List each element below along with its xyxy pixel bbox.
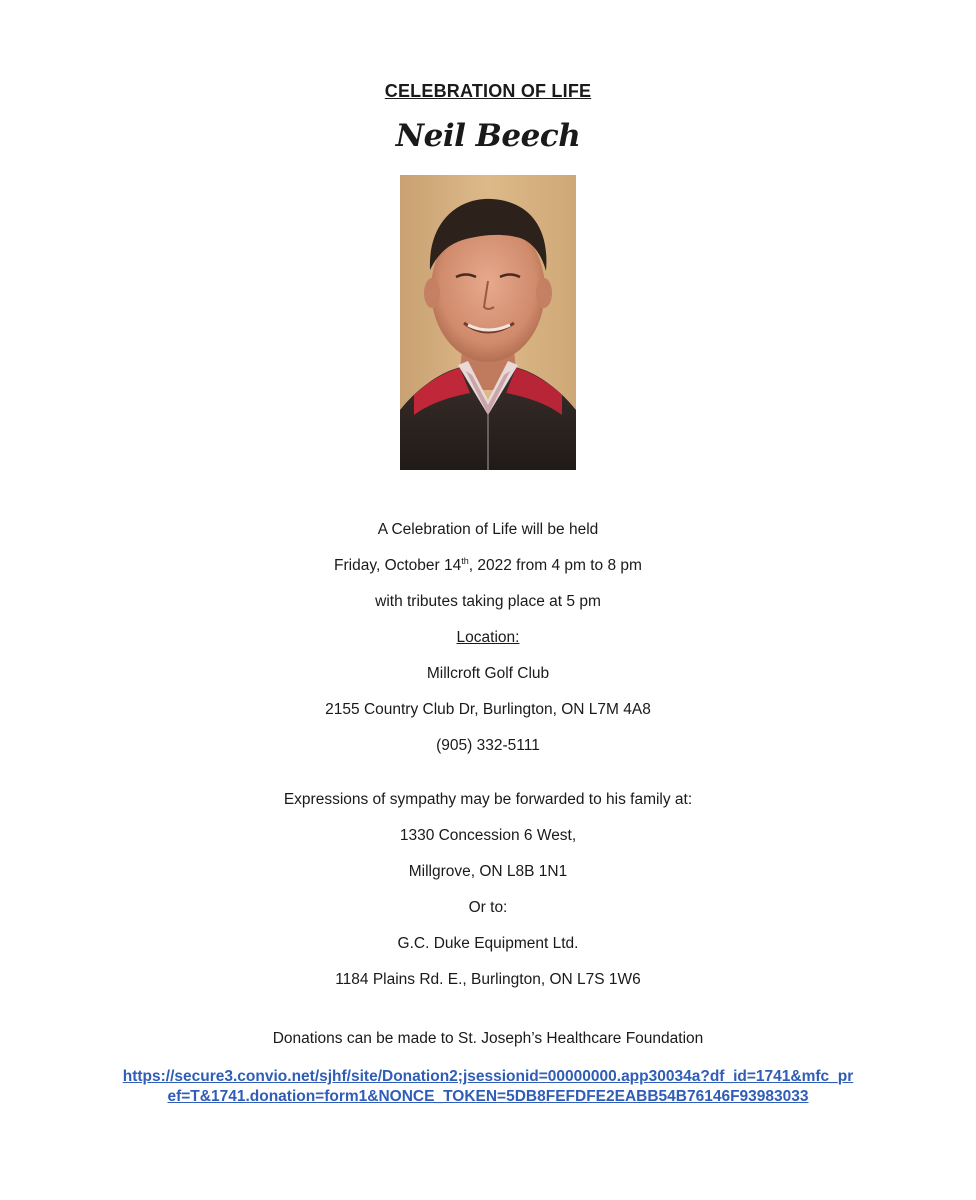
portrait-photo [400, 175, 576, 470]
company-address: 1184 Plains Rd. E., Burlington, ON L7S 1W6 [335, 971, 641, 988]
event-tributes: with tributes taking place at 5 pm [375, 593, 601, 610]
event-date-prefix: Friday, October 14 [334, 557, 462, 574]
venue-name: Millcroft Golf Club [426, 665, 550, 682]
family-address-line2: Millgrove, ON L8B 1N1 [408, 863, 568, 880]
location-label [0, 628, 976, 648]
or-to-label: Or to: [468, 899, 508, 916]
page-title: CELEBRATION OF LIFE [384, 81, 592, 101]
company-name: G.C. Duke Equipment Ltd. [397, 935, 579, 952]
donation-link-line2[interactable]: ef=T&1741.donation=form1&NONCE_TOKEN=5DB8FEFDFE2EABB54B76146F93983033 [167, 1088, 809, 1105]
event-date [0, 556, 976, 576]
venue-address: 2155 Country Club Dr, Burlington, ON L7M 4A8 [325, 701, 651, 718]
venue-phone: (905) 332-5111 [436, 737, 540, 754]
donation-link-line1[interactable]: https://secure3.convio.net/sjhf/site/Donation2;jsessionid=00000000.app30034a?df_id=1741&mfc_pr [122, 1068, 854, 1085]
sympathy-intro: Expressions of sympathy may be forwarded to his family at: [283, 791, 693, 808]
event-date-ordinal: th [461, 556, 469, 566]
deceased-name: Neil Beech [395, 118, 581, 154]
donations-text: Donations can be made to St. Joseph’s Healthcare Foundation [272, 1030, 704, 1047]
family-address-line1: 1330 Concession 6 West, [399, 827, 577, 844]
donation-link[interactable] [100, 1067, 876, 1107]
event-date-rest: , 2022 from 4 pm to 8 pm [468, 557, 642, 574]
location-label-text: Location: [456, 629, 520, 646]
event-intro: A Celebration of Life will be held [377, 521, 599, 538]
